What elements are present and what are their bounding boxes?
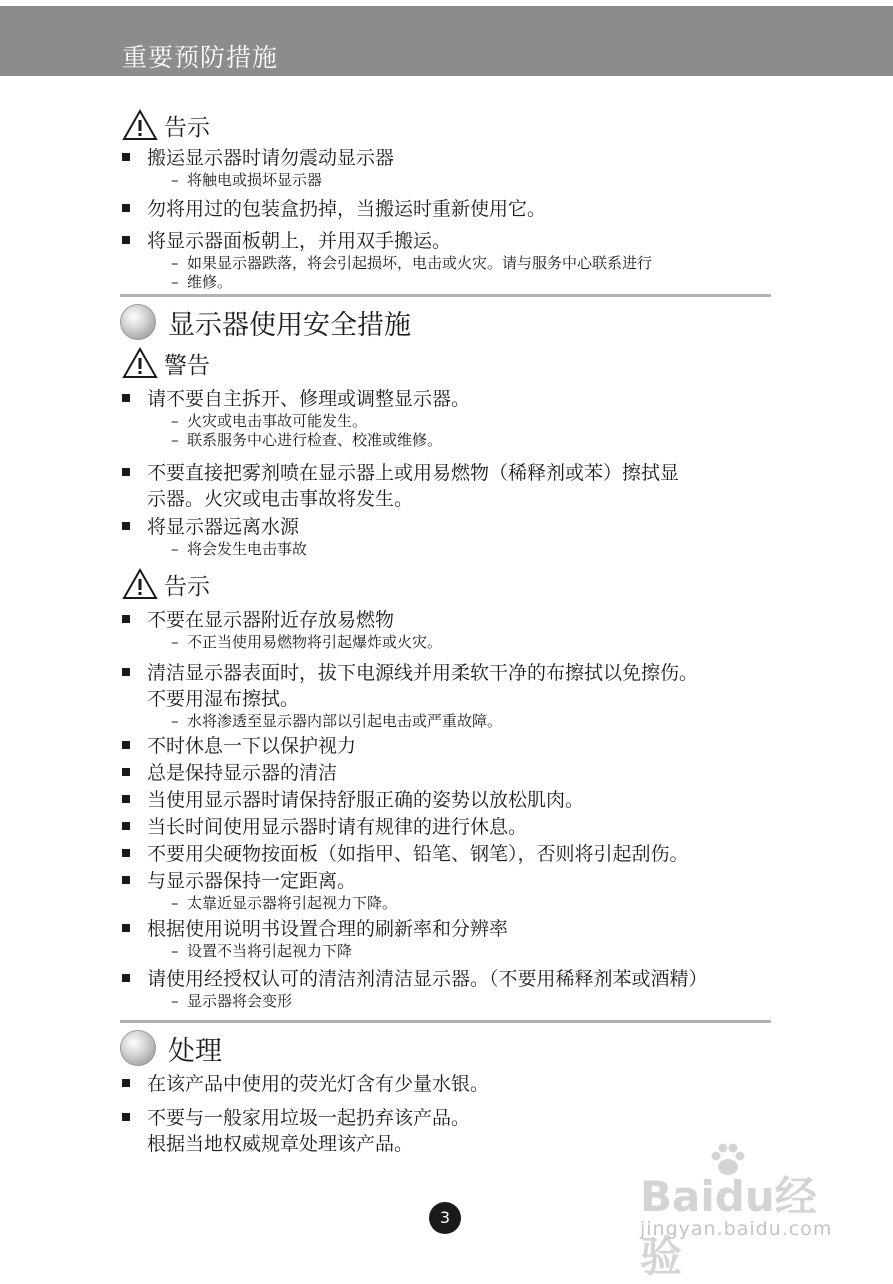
list-item-text: 根据当地权威规章处理该产品。 — [147, 1133, 414, 1155]
section-divider — [120, 294, 771, 297]
watermark — [640, 1140, 840, 1281]
list-item — [122, 841, 774, 867]
list-item — [122, 514, 774, 559]
bullet-square-icon — [122, 768, 130, 776]
list-item-text: 不要用尖硬物按面板（如指甲、铅笔、钢笔），否则将引起刮伤。 — [147, 843, 689, 865]
list-item — [122, 386, 774, 450]
bullet-square-icon — [122, 849, 130, 857]
section-divider — [120, 1020, 771, 1023]
list-subitem: – 将触电或损坏显示器 — [171, 171, 774, 190]
list-item — [122, 196, 774, 222]
list-item-text: 搬运显示器时请勿震动显示器 — [147, 147, 395, 169]
list-item-text: 不时休息一下以保护视力 — [147, 735, 357, 757]
warning-heading — [122, 346, 210, 380]
list-item-text: 不要用湿布擦拭。 — [147, 688, 300, 710]
list-item-text: 在该产品中使用的荧光灯含有少量水银。 — [147, 1073, 490, 1095]
list-item — [122, 660, 774, 731]
list-item — [122, 1071, 774, 1097]
list-item — [122, 607, 774, 652]
list-item — [122, 760, 774, 786]
list-subitem: – 显示器将会变形 — [171, 992, 774, 1011]
list-item-text: 清洁显示器表面时，拔下电源线并用柔软干净的布擦拭以免擦伤。 — [147, 662, 699, 684]
list-item — [122, 916, 774, 961]
watermark-logo: Baidu经验 — [640, 1172, 817, 1281]
list-subitem: – 联系服务中心进行检查、校准或维修。 — [171, 431, 774, 450]
caution-heading — [122, 567, 210, 601]
bullet-square-icon — [122, 741, 130, 749]
list-subitem: – 太靠近显示器将引起视力下降。 — [171, 894, 774, 913]
list-item-text: 总是保持显示器的清洁 — [147, 762, 338, 784]
page-title: 重要预防措施 — [122, 43, 279, 72]
bullet-square-icon — [122, 522, 130, 530]
warning-triangle-icon — [122, 568, 158, 600]
bullet-square-icon — [122, 876, 130, 884]
list-subitem: – 设置不当将引起视力下降 — [171, 942, 774, 961]
warning-triangle-icon — [122, 109, 158, 141]
section-heading — [120, 302, 411, 342]
list-item-text: 与显示器保持一定距离。 — [147, 870, 357, 892]
bullet-square-icon — [122, 924, 130, 932]
caution-heading-label: 告示 — [164, 573, 210, 600]
list-item-text: 将显示器面板朝上，并用双手搬运。 — [147, 230, 452, 252]
caution-heading-label: 告示 — [164, 114, 210, 141]
list-subitem: – 不正当使用易燃物将引起爆炸或火灾。 — [171, 633, 774, 652]
list-subitem: – 火灾或电击事故可能发生。 — [171, 412, 774, 431]
bullet-square-icon — [122, 668, 130, 676]
section-title: 处理 — [168, 1035, 222, 1067]
sphere-bullet-icon — [120, 1030, 156, 1066]
list-item-text: 不要与一般家用垃圾一起扔弃该产品。 — [147, 1107, 471, 1129]
list-item-text: 请不要自主拆开、修理或调整显示器。 — [147, 388, 471, 410]
bullet-square-icon — [122, 468, 130, 476]
list-subitem: – 如果显示器跌落，将会引起损坏，电击或火灾。请与服务中心联系进行 — [171, 254, 774, 273]
list-item — [122, 228, 774, 292]
list-item-text: 勿将用过的包装盒扔掉，当搬运时重新使用它。 — [147, 198, 547, 220]
list-item — [122, 145, 774, 190]
list-subitem: – 将会发生电击事故 — [171, 540, 774, 559]
list-subitem-text: 维修。 — [187, 273, 233, 291]
list-subitem: – 水将渗透至显示器内部以引起电击或严重故障。 — [171, 712, 774, 731]
list-item-text: 将显示器远离水源 — [147, 516, 300, 538]
list-item — [122, 868, 774, 913]
bullet-square-icon — [122, 394, 130, 402]
bullet-square-icon — [122, 153, 130, 161]
list-item-text: 请使用经授权认可的清洁剂清洁显示器。（不要用稀释剂苯或酒精） — [147, 968, 708, 990]
list-item-text: 示器。火灾或电击事故将发生。 — [147, 488, 414, 510]
list-item-text: 当使用显示器时请保持舒服正确的姿势以放松肌肉。 — [147, 789, 585, 811]
section-title: 显示器使用安全措施 — [168, 309, 411, 341]
section-heading — [120, 1028, 222, 1068]
bullet-square-icon — [122, 795, 130, 803]
sphere-bullet-icon — [120, 304, 156, 340]
bullet-square-icon — [122, 822, 130, 830]
bullet-square-icon — [122, 1113, 130, 1121]
bullet-square-icon — [122, 1079, 130, 1087]
list-item — [122, 733, 774, 759]
header-bar — [0, 6, 893, 76]
list-item — [122, 814, 774, 840]
list-item-text: 当长时间使用显示器时请有规律的进行休息。 — [147, 816, 528, 838]
warning-heading-label: 警告 — [164, 352, 210, 379]
watermark-url: jingyan.baidu.com — [640, 1218, 833, 1240]
list-item-text: 不要在显示器附近存放易燃物 — [147, 609, 395, 631]
list-item-text: 根据使用说明书设置合理的刷新率和分辨率 — [147, 918, 509, 940]
list-item — [122, 966, 774, 1011]
bullet-square-icon — [122, 204, 130, 212]
bullet-square-icon — [122, 615, 130, 623]
list-item-text: 不要直接把雾剂喷在显示器上或用易燃物（稀释剂或苯）擦拭显 — [147, 462, 680, 484]
caution-heading — [122, 108, 210, 142]
bullet-square-icon — [122, 236, 130, 244]
warning-triangle-icon — [122, 347, 158, 379]
list-subitem-continuation — [171, 273, 774, 292]
page-number: 3 — [429, 1202, 461, 1234]
list-item — [122, 460, 774, 512]
list-item — [122, 787, 774, 813]
bullet-square-icon — [122, 974, 130, 982]
